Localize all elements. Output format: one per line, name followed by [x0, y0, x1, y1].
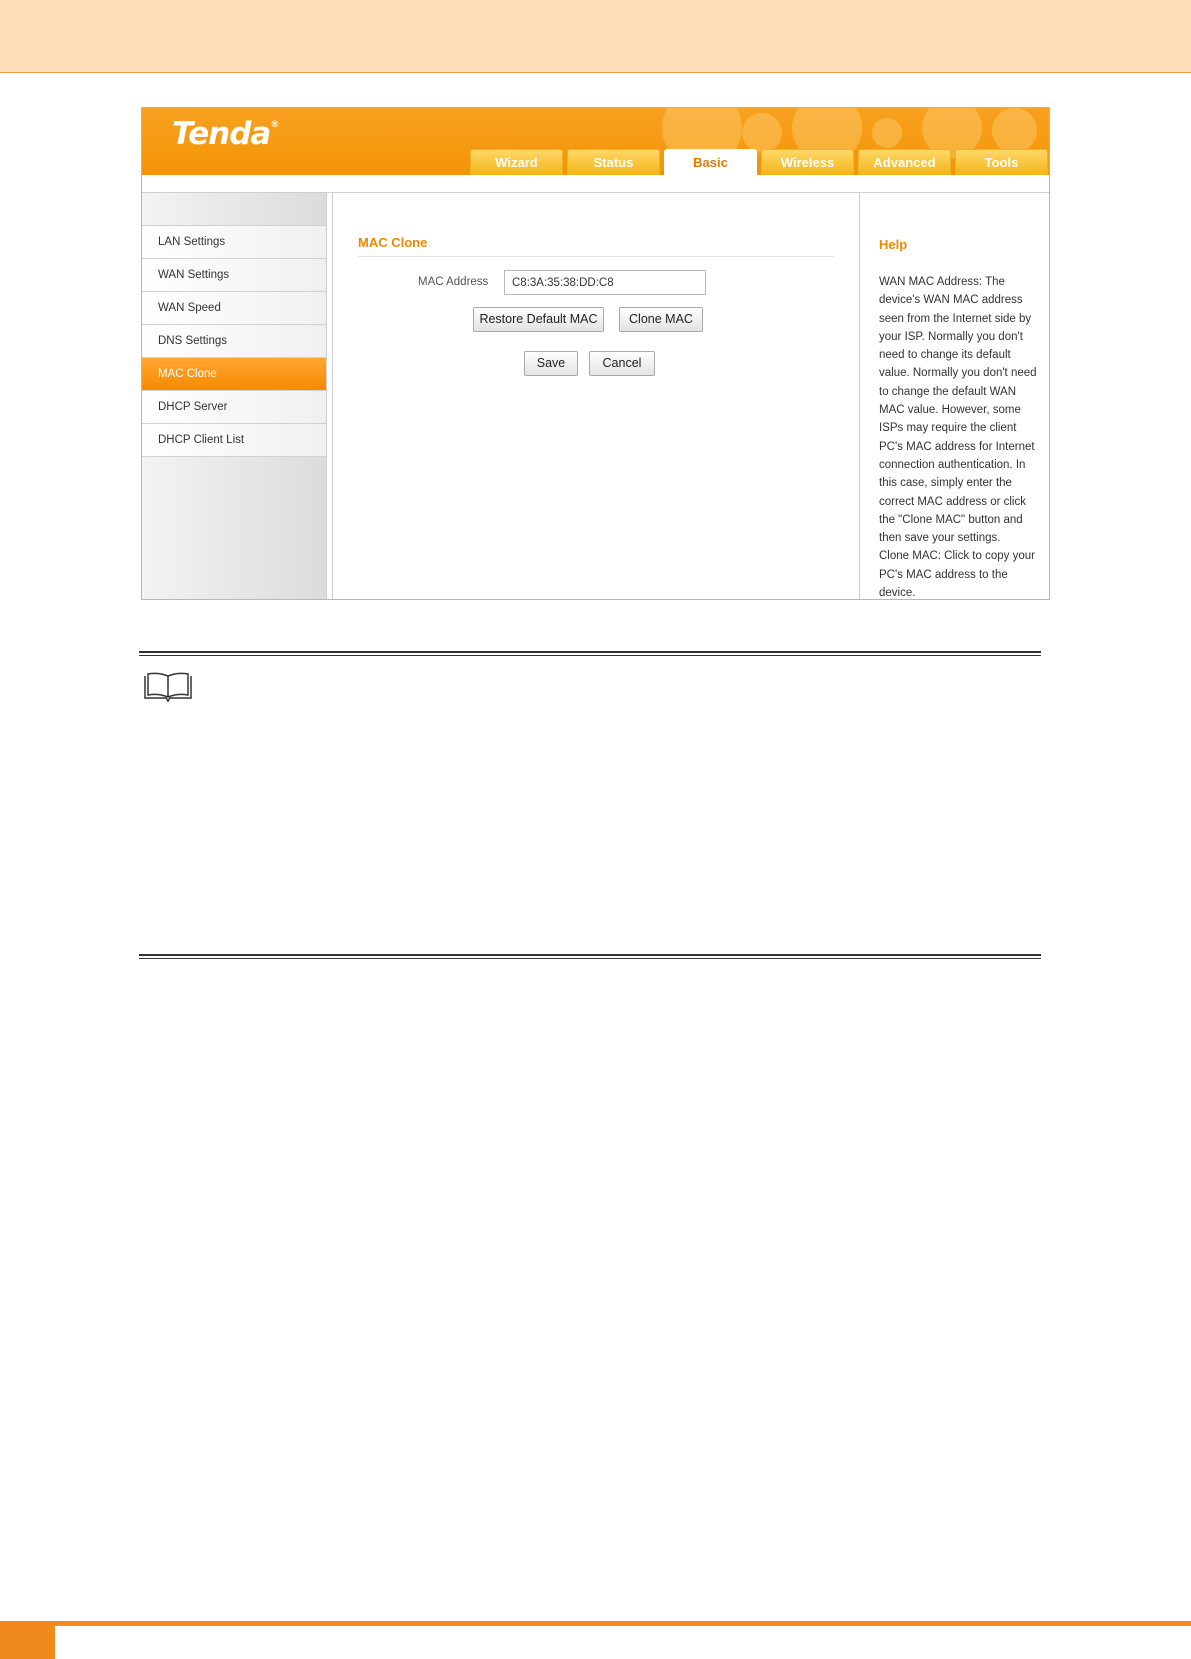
- clone-mac-button[interactable]: Clone MAC: [619, 307, 703, 332]
- help-line: correct MAC address or click: [879, 495, 1026, 508]
- help-line: seen from the Internet side by: [879, 312, 1032, 325]
- sidebar-item-mac-clone[interactable]: MAC Clone: [142, 358, 326, 391]
- help-line: to change the default WAN: [879, 385, 1017, 398]
- help-line: MAC value. However, some: [879, 404, 1021, 417]
- help-line: connection authentication. In: [879, 458, 1026, 471]
- mac-address-label: MAC Address: [418, 276, 489, 288]
- help-line: value. Normally you don't need: [879, 367, 1037, 380]
- tab-advanced[interactable]: Advanced: [858, 149, 951, 175]
- help-line: PC's MAC address to the: [879, 568, 1008, 581]
- help-title: Help: [879, 237, 908, 252]
- section-title: MAC Clone: [358, 235, 834, 257]
- save-button[interactable]: Save: [524, 351, 578, 376]
- help-line: PC's MAC address for Internet: [879, 440, 1035, 453]
- sidebar-spacer: [142, 193, 326, 226]
- note-bottom-rule: [139, 954, 1041, 959]
- footer-rule: [0, 1621, 1191, 1626]
- document-header-band: [0, 0, 1191, 73]
- tab-wireless[interactable]: Wireless: [761, 149, 854, 175]
- help-line: Clone MAC: Click to copy your: [879, 550, 1035, 563]
- help-line: device's WAN MAC address: [879, 294, 1023, 307]
- sidebar-item-lan-settings[interactable]: LAN Settings: [142, 226, 326, 259]
- tab-tools[interactable]: Tools: [955, 149, 1048, 175]
- help-line: need to change its default: [879, 349, 1011, 362]
- tab-wizard[interactable]: Wizard: [470, 149, 563, 175]
- help-panel: [860, 193, 1049, 600]
- main-nav-tabs: [470, 149, 1049, 175]
- help-line: device.: [879, 587, 916, 600]
- sidebar-item-dhcp-client-list[interactable]: DHCP Client List: [142, 424, 326, 457]
- tab-status[interactable]: Status: [567, 149, 660, 175]
- sidebar-item-dns-settings[interactable]: DNS Settings: [142, 325, 326, 358]
- sidebar-menu: [142, 193, 327, 600]
- help-line: your ISP. Normally you don't: [879, 330, 1023, 343]
- help-text: [879, 273, 1039, 600]
- cancel-button[interactable]: Cancel: [589, 351, 655, 376]
- help-line: WAN MAC Address: The: [879, 276, 1005, 288]
- book-icon: [142, 671, 194, 703]
- help-line: this case, simply enter the: [879, 477, 1012, 490]
- sidebar-item-dhcp-server[interactable]: DHCP Server: [142, 391, 326, 424]
- tenda-logo: Tenda®: [172, 116, 279, 152]
- decor-bubble: [742, 113, 782, 153]
- decor-bubble: [992, 108, 1037, 153]
- main-content: [332, 193, 860, 600]
- page-number-block: [0, 1626, 55, 1659]
- help-line: ISPs may require the client: [879, 422, 1017, 435]
- sidebar-item-wan-speed[interactable]: WAN Speed: [142, 292, 326, 325]
- mac-address-input[interactable]: [504, 270, 706, 295]
- note-top-rule: [139, 651, 1041, 656]
- tab-basic[interactable]: Basic: [664, 149, 757, 175]
- help-line: the "Clone MAC" button and: [879, 513, 1023, 526]
- decor-bubble: [872, 118, 902, 148]
- router-header: [142, 108, 1049, 175]
- help-line: then save your settings.: [879, 532, 1001, 545]
- restore-default-mac-button[interactable]: Restore Default MAC: [473, 307, 604, 332]
- sidebar-item-wan-settings[interactable]: WAN Settings: [142, 259, 326, 292]
- router-admin-window: [141, 107, 1050, 600]
- sub-header-bar: [142, 175, 1049, 193]
